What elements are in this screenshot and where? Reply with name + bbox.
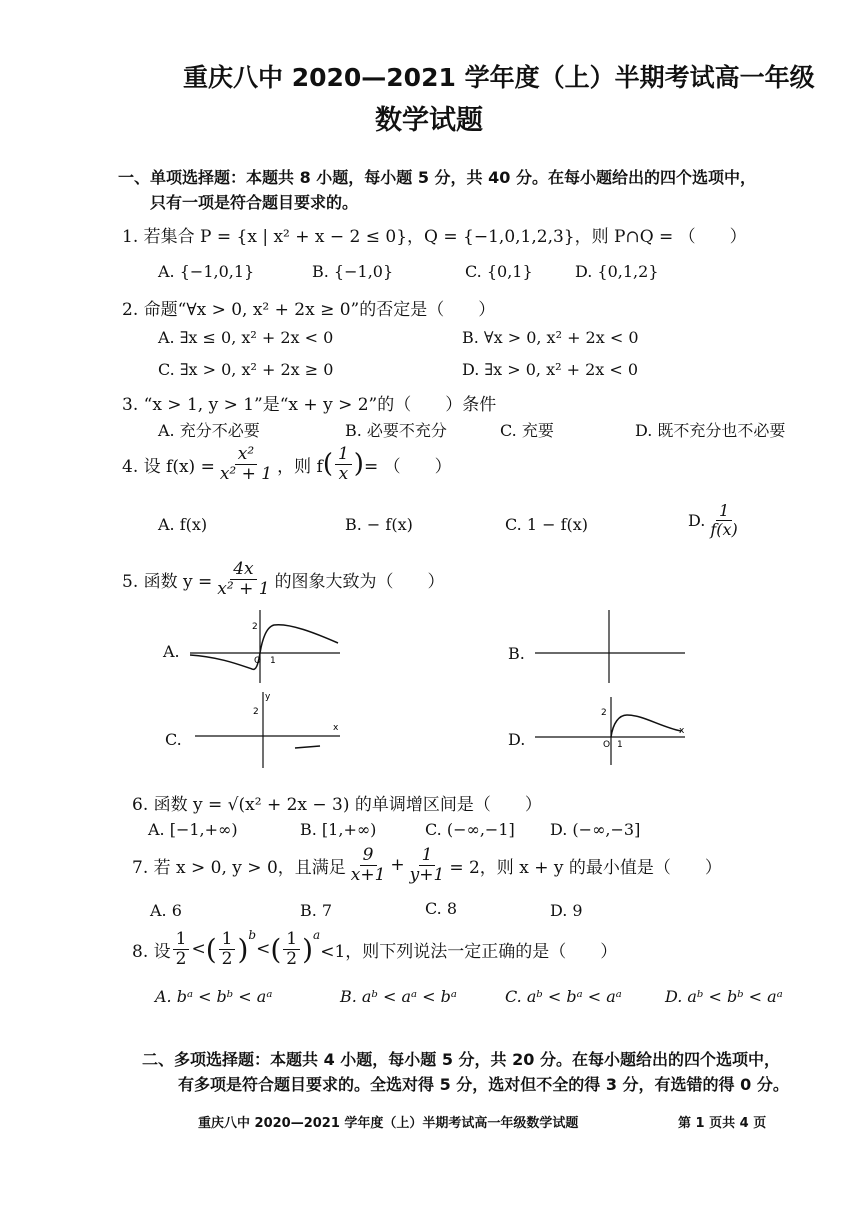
q1-option-b: B. {−1,0}	[312, 262, 394, 281]
q5-stem-prefix: 5. 函数 y =	[122, 571, 213, 592]
q2-option-b: B. ∀x > 0, x² + 2x < 0	[462, 328, 639, 347]
q6-option-d: D. (−∞,−3]	[550, 820, 641, 839]
q1-stem: 1. 若集合 P = {x | x² + x − 2 ≤ 0}，Q = {−1,0,1,2,3}，则 P∩Q = （ ）	[122, 227, 747, 247]
q4-stem-suffix: = （ ）	[363, 456, 452, 477]
q5-graph-d	[535, 695, 695, 775]
q6-stem: 6. 函数 y = √(x² + 2x − 3) 的单调增区间是（ ）	[132, 795, 542, 815]
graph-c-x-label: x	[333, 723, 339, 733]
q4-option-d-denominator: f(x)	[710, 519, 738, 539]
q3-option-d: D. 既不充分也不必要	[635, 421, 786, 440]
q8-stem-suffix: <1，则下列说法一定正确的是（ ）	[320, 941, 618, 962]
q6-option-a: A. [−1,+∞)	[148, 820, 238, 839]
q7-fraction-1-denominator: x+1	[350, 864, 386, 885]
q7-stem	[132, 846, 722, 884]
q2-option-c: C. ∃x > 0, x² + 2x ≥ 0	[158, 360, 334, 379]
q2-option-a: A. ∃x ≤ 0, x² + 2x < 0	[158, 328, 334, 347]
q4-argument-fraction	[335, 445, 352, 483]
q4-option-a: A. f(x)	[158, 515, 208, 534]
q7-option-b: B. 7	[300, 901, 333, 920]
q1-option-d: D. {0,1,2}	[575, 262, 659, 281]
q7-stem-prefix: 7. 若 x > 0, y > 0，且满足	[132, 857, 346, 878]
q5-stem	[122, 560, 445, 598]
q8-lt-2: <	[256, 939, 271, 960]
q4-fraction-numerator: x²	[235, 445, 257, 465]
q4-fraction	[217, 445, 275, 483]
section2-heading: 二、多项选择题：本题共 4 小题，每小题 5 分，共 20 分。在每小题给出的四个选项中，	[142, 1050, 780, 1069]
q7-fraction-2-denominator: y+1	[409, 864, 445, 885]
q4-stem: 4. 设 f(x) = $\frac{\text{x²}}{\text{x² + 1}}$ ，则 f ( $\frac{1}{x}$ ) = （ ）	[122, 444, 452, 484]
graph-a-curve	[190, 625, 338, 670]
graph-d-x-label: x	[679, 726, 685, 736]
q4-option-c: C. 1 − f(x)	[505, 515, 589, 534]
section1-heading-line2: 只有一项是符合题目要求的。	[150, 193, 359, 212]
graph-a-tick-2: 2	[252, 622, 258, 632]
graph-d-curve	[611, 715, 681, 737]
q5-graph-a	[190, 605, 350, 685]
q7-fraction-1-numerator: 9	[360, 846, 377, 866]
q1-option-c: C. {0,1}	[465, 262, 533, 281]
q8-half-2-numerator: 1	[219, 930, 236, 950]
graph-c-y-label: y	[265, 692, 271, 702]
graph-a-origin: O	[254, 656, 262, 666]
q3-option-c: C. 充要	[500, 421, 554, 440]
graph-d-tick-2: 2	[601, 708, 607, 718]
q8-lt-1: <	[191, 939, 206, 960]
q4-argument-numerator: 1	[335, 445, 352, 465]
q4-option-d	[688, 502, 743, 538]
q5-graph-c-label: C.	[165, 730, 182, 749]
q8-exponent-b: b	[248, 928, 257, 942]
q8-half-2	[219, 930, 236, 968]
q8-stem-prefix: 8. 设	[132, 941, 171, 962]
section1-heading: 一、单项选择题：本题共 8 小题，每小题 5 分，共 40 分。在每小题给出的四个选项中，	[118, 168, 756, 187]
exam-title: 重庆八中 2020—2021 学年度（上）半期考试高一年级	[183, 63, 815, 92]
q8-stem: 8. 设 $\frac{1}{2}$ < ( $\frac{1}{2}$ ) b < ( $\frac{1}{2}$ ) a <1，则下列说法一定正确的是（ ）	[132, 928, 618, 969]
section2-heading-line2: 有多项是符合题目要求的。全选对得 5 分，选对但不全的得 3 分，有选错的得 0 分。	[178, 1075, 789, 1094]
q2-stem: 2. 命题“∀x > 0, x² + 2x ≥ 0”的否定是（ ）	[122, 300, 496, 320]
q8-half-3-numerator: 1	[283, 930, 300, 950]
q3-option-a: A. 充分不必要	[158, 421, 260, 440]
q8-half-1	[173, 930, 190, 968]
q8-option-a: A. bᵃ < bᵇ < aᵃ	[155, 987, 273, 1006]
q5-graph-b	[535, 605, 695, 685]
q4-option-d-numerator: 1	[716, 502, 732, 521]
graph-d-tick-1: 1	[617, 740, 623, 750]
q6-option-b: B. [1,+∞)	[300, 820, 377, 839]
graph-c-curve	[295, 746, 320, 748]
footer-page-number: 第 1 页共 4 页	[678, 1116, 767, 1131]
q5-stem-suffix: 的图象大致为（ ）	[274, 571, 445, 592]
q8-half-3-denominator: 2	[286, 948, 298, 969]
q4-stem-mid: ，则 f	[277, 456, 323, 477]
q5-graph-b-label: B.	[508, 644, 525, 663]
q6-option-c: C. (−∞,−1]	[425, 820, 515, 839]
q3-stem: 3. “x > 1, y > 1”是“x + y > 2”的（ ）条件	[122, 395, 497, 415]
q5-graph-a-label: A.	[163, 642, 180, 661]
footer-exam-name: 重庆八中 2020—2021 学年度（上）半期考试高一年级数学试题	[198, 1116, 579, 1131]
q5-fraction	[214, 560, 272, 598]
q7-fraction-1	[348, 846, 389, 884]
q5-graph-d-label: D.	[508, 730, 526, 749]
q4-option-d-label: D.	[688, 510, 706, 530]
exam-subtitle: 数学试题	[375, 105, 483, 136]
q4-fraction-denominator: x² + 1	[219, 463, 273, 484]
q7-option-d: D. 9	[550, 901, 583, 920]
q5-fraction-denominator: x² + 1	[217, 578, 270, 599]
q4-option-b: B. − f(x)	[345, 515, 413, 534]
q7-option-a: A. 6	[150, 901, 182, 920]
q8-half-3	[283, 930, 300, 968]
q8-exponent-a: a	[313, 928, 321, 942]
q5-fraction-numerator: 4x	[230, 560, 256, 580]
q4-option-d-fraction	[707, 502, 740, 538]
q2-option-d: D. ∃x > 0, x² + 2x < 0	[462, 360, 639, 379]
q8-option-c: C. aᵇ < bᵃ < aᵃ	[505, 987, 622, 1006]
q8-half-1-numerator: 1	[173, 930, 190, 950]
q8-half-2-denominator: 2	[221, 948, 233, 969]
q7-stem-suffix: = 2，则 x + y 的最小值是（ ）	[449, 857, 722, 878]
q4-stem-prefix: 4. 设 f(x) =	[122, 456, 215, 477]
q7-option-c: C. 8	[425, 899, 458, 918]
graph-d-origin: O	[603, 740, 611, 750]
graph-a-tick-1: 1	[270, 656, 276, 666]
q4-argument-denominator: x	[338, 463, 349, 484]
q7-fraction-2	[407, 846, 448, 884]
q8-option-b: B. aᵇ < aᵃ < bᵃ	[340, 987, 457, 1006]
q7-plus: +	[390, 855, 405, 876]
q8-option-d: D. aᵇ < bᵇ < aᵃ	[665, 987, 783, 1006]
graph-c-tick-2: 2	[253, 707, 259, 717]
q1-option-a: A. {−1,0,1}	[158, 262, 255, 281]
q8-half-1-denominator: 2	[175, 948, 187, 969]
q3-option-b: B. 必要不充分	[345, 421, 447, 440]
q7-fraction-2-numerator: 1	[419, 846, 436, 866]
q5-graph-c	[195, 690, 345, 770]
